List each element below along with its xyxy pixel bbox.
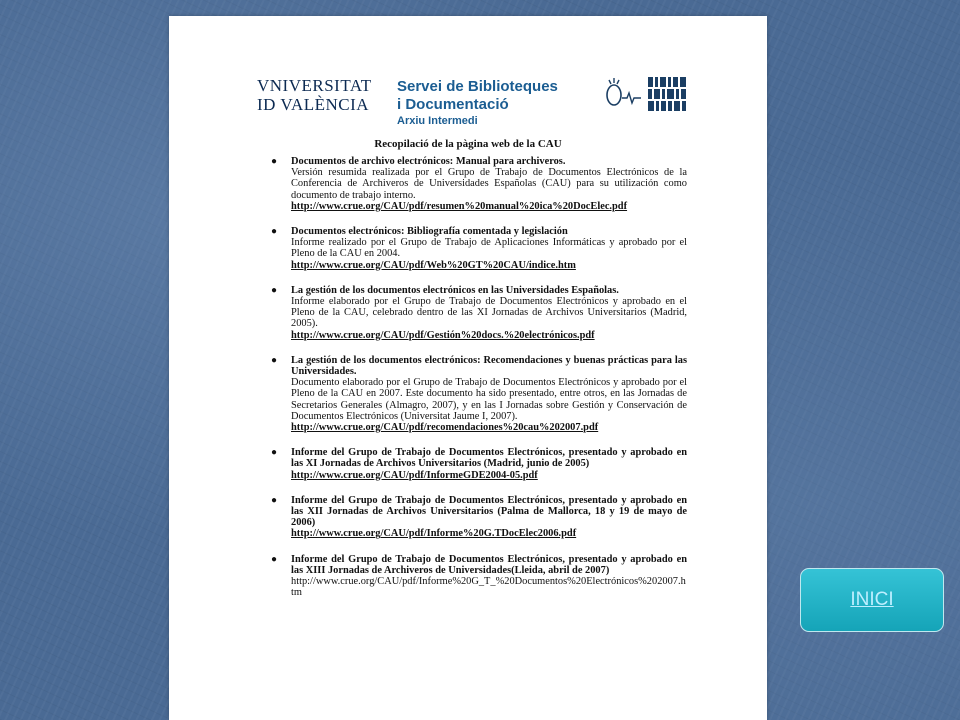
item-link[interactable]: http://www.crue.org/CAU/pdf/resumen%20manual%20ica%20DocElec.pdf [291, 200, 628, 212]
item-link[interactable]: http://www.crue.org/CAU/pdf/Gestión%20docs.%20electrónicos.pdf [291, 329, 595, 341]
service-line-1: Servei de Biblioteques [397, 78, 558, 95]
reference-list [269, 156, 687, 599]
service-subtitle: Arxiu Intermedi [397, 115, 478, 127]
item-link[interactable]: http://www.crue.org/CAU/pdf/recomendaciones%20cau%202007.pdf [291, 422, 599, 434]
list-item [269, 355, 687, 433]
bullet-icon: ● [271, 284, 278, 296]
university-line-1: VNIVERSITAT [257, 76, 372, 95]
document-title: Recopilació de la pàgina web de la CAU [374, 138, 562, 150]
item-title: La gestión de los documentos electrónicos: Recomendaciones y buenas prácticas para las Universidades. [291, 354, 687, 378]
item-description: Versión resumida realizada por el Grupo de Trabajo de Documentos Electrónicos de la Conferencia de Archiveros de Universidades Españolas (CAU) para su utilización como documento de trabajo interno. [291, 167, 687, 201]
list-item [269, 554, 687, 599]
archive-grid-icon [647, 76, 687, 112]
list-item [269, 447, 687, 481]
item-title: Documentos electrónicos: Bibliografía comentada y legislación [291, 226, 568, 238]
item-title: Informe del Grupo de Trabajo de Documentos Electrónicos, presentado y aprobado en las XIII Jornadas de Archiveros de Universidades(Lleida, abril de 2007) [291, 553, 687, 576]
item-link[interactable]: http://www.crue.org/CAU/pdf/InformeGDE2004-05.pdf [291, 469, 538, 481]
item-link[interactable]: http://www.crue.org/CAU/pdf/Web%20GT%20CAU/indice.htm [291, 259, 576, 271]
list-item [269, 156, 687, 212]
item-link[interactable]: http://www.crue.org/CAU/pdf/Informe%20G.TDocElec2006.pdf [291, 528, 577, 540]
library-head-icon [600, 76, 642, 110]
document-page [169, 16, 767, 720]
item-description: Informe elaborado por el Grupo de Trabajo de Documentos Electrónicos y aprobado en el Pleno de la CAU, celebrado dentro de las XI Jornadas de Archivos Universitarios (Madrid, 2005). [291, 296, 687, 330]
bullet-icon: ● [271, 354, 278, 366]
item-title: La gestión de los documentos electrónicos en las Universidades Españolas. [291, 284, 619, 296]
university-logo-text [257, 76, 385, 114]
item-description: Documento elaborado por el Grupo de Trabajo de Documentos Electrónicos y aprobado por el Pleno de la CAU en 2007. Este documento ha sido presentado, entre otros, en las Jornadas de Secretarios Generales (Almagro, 2007), y en las I Jornadas sobre Gestión y Conservación de Documentos Electrónicos (Universitat Jaume I, 2007). [291, 377, 687, 422]
inici-button[interactable]: INICI [800, 568, 944, 632]
bullet-icon: ● [271, 226, 278, 238]
bullet-icon: ● [271, 553, 278, 565]
bullet-icon: ● [271, 156, 278, 167]
service-line-2: i Documentació [397, 96, 509, 113]
document-header [257, 76, 687, 128]
university-line-2: ID VALÈNCIA [257, 95, 370, 114]
list-item [269, 285, 687, 341]
bullet-icon: ● [271, 494, 278, 506]
item-title: Documentos de archivo electrónicos: Manual para archiveros. [291, 156, 566, 167]
list-item [269, 226, 687, 271]
bullet-icon: ● [271, 447, 278, 459]
list-item [269, 495, 687, 540]
service-logo-text [397, 78, 597, 129]
item-link[interactable]: http://www.crue.org/CAU/pdf/Informe%20G_T_%20Documentos%20Electrónicos%202007.htm [291, 576, 686, 599]
item-description: Informe realizado por el Grupo de Trabajo de Aplicaciones Informáticas y aprobado por el Pleno de la CAU en 2004. [291, 237, 687, 260]
item-title: Informe del Grupo de Trabajo de Documentos Electrónicos, presentado y aprobado en las XI Jornadas de Archivos Universitarios (Madrid, junio de 2005) [291, 447, 687, 470]
item-title: Informe del Grupo de Trabajo de Documentos Electrónicos, presentado y aprobado en las XII Jornadas de Archivos Universitarios (Palma de Mallorca, 18 y 19 de mayo de 2006) [291, 494, 687, 529]
